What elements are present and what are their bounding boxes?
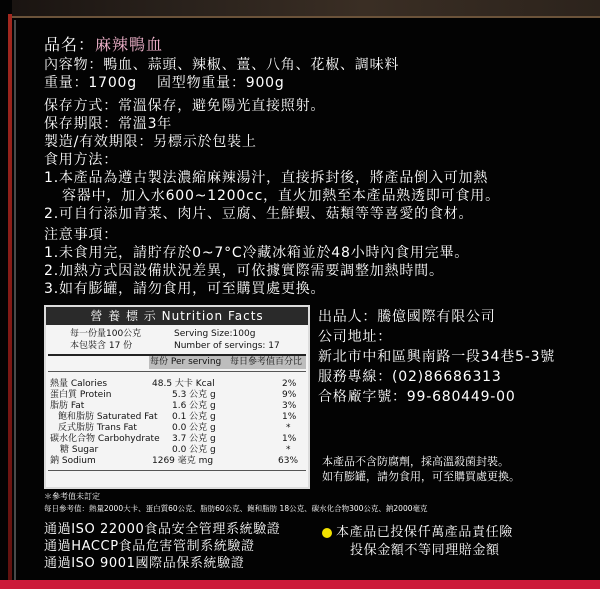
servings-en: Number of servings: 17 [174, 341, 280, 351]
nutrient-pct: 2% [282, 379, 297, 389]
nutrient-pct: 3% [282, 401, 297, 411]
nutrient-value: 1.6 公克 g [172, 401, 216, 411]
nutrition-facts-table [44, 305, 310, 489]
cert-iso9001: 通過ISO 9001國際品保系統驗證 [44, 556, 245, 571]
table-divider [48, 371, 306, 372]
nutrient-value: 0.0 公克 g [172, 423, 216, 433]
nutrient-name: 脂肪 Fat [50, 401, 85, 411]
manufacture-date: 製造/有效期限：另標示於包裝上 [44, 134, 257, 150]
nutrient-value: 0.1 公克 g [172, 412, 216, 422]
nutrition-footnote: ＊參考值未訂定 [44, 492, 100, 501]
left-accent-line [14, 20, 16, 589]
nutrient-name: 飽和脂肪 Saturated Fat [58, 412, 158, 422]
nutrient-name: 反式脂肪 Trans Fat [58, 423, 137, 433]
nutrient-value: 3.7 公克 g [172, 434, 216, 444]
note-1: 1.未食用完，請貯存於0~7°C冷藏冰箱並於48小時內食用完畢。 [44, 245, 470, 261]
nutrient-pct: 63% [278, 456, 299, 466]
nutrient-name: 糖 Sugar [60, 445, 99, 455]
serving-size-en: Serving Size:100g [174, 329, 256, 339]
table-divider [48, 470, 306, 471]
left-accent-stripe [8, 14, 12, 589]
address-label: 公司地址： [318, 329, 392, 345]
nutrient-name: 熱量 Calories [50, 379, 108, 389]
preservative-note: 本產品不含防腐劑，採高溫殺菌封裝。 [322, 455, 509, 468]
nutrient-value: 48.5 大卡 Kcal [152, 379, 215, 389]
per-serving-header: 每份 Per serving [150, 357, 222, 367]
nutrient-pct: * [286, 445, 291, 455]
nutrient-value: 0.0 公克 g [172, 445, 216, 455]
product-name-label: 品名： [44, 35, 96, 54]
ingredients-text: 內容物：鴨血、蒜頭、辣椒、薑、八角、花椒、調味料 [44, 57, 400, 73]
insurance-line-1: 本產品已投保仟萬產品責任險 [336, 525, 513, 540]
factory-license: 合格廠字號：99-680449-00 [318, 389, 516, 405]
swell-note: 如有膨罐，請勿食用，可至購買處更換。 [322, 470, 520, 483]
usage-step-2: 2.可自行添加青菜、肉片、豆腐、生鮮蝦、菇類等等喜愛的食材。 [44, 206, 474, 222]
nutrient-pct: 1% [282, 412, 297, 422]
note-2: 2.加熱方式因設備狀況差異，可依據實際需要調整加熱時間。 [44, 263, 444, 279]
notes-heading: 注意事項： [44, 227, 118, 243]
serving-size-zh: 每一份量100公克 [70, 329, 142, 339]
cert-iso22000: 通過ISO 22000食品安全管理系統驗證 [44, 522, 281, 537]
product-name [44, 32, 163, 55]
insurance-line-2: 投保金額不等同理賠金額 [350, 543, 500, 558]
address-value: 新北市中和區興南路一段34巷5-3號 [318, 349, 556, 365]
top-decorative-bar [12, 0, 600, 18]
nutrient-pct: 1% [282, 434, 297, 444]
service-hotline: 服務專線：(02)86686313 [318, 369, 502, 385]
servings-zh: 本包裝含 17 份 [70, 341, 133, 351]
nutrient-name: 碳水化合物 Carbohydrate [50, 434, 160, 444]
nutrient-name: 鈉 Sodium [50, 456, 96, 466]
bottom-accent-bar [0, 580, 600, 589]
nutrient-name: 蛋白質 Protein [50, 390, 112, 400]
nutrient-pct: 9% [282, 390, 297, 400]
daily-reference-note: 每日參考值：熱量2000大卡、蛋白質60公克、脂肪60公克、飽和脂肪 18公克、碳水化合物300公克、鈉2000毫克 [44, 504, 428, 513]
usage-heading: 食用方法： [44, 152, 118, 168]
nutrient-pct: * [286, 423, 291, 433]
yellow-bullet-icon [322, 528, 332, 538]
storage-method: 保存方式：常溫保存，避免陽光直接照射。 [44, 98, 326, 114]
nutrition-title: 營 養 標 示 Nutrition Facts [46, 307, 308, 325]
company-name: 出品人：騰億國際有限公司 [318, 309, 496, 325]
product-name-value: 麻辣鴨血 [95, 35, 164, 54]
weight-text: 重量：1700g 固型物重量：900g [44, 75, 285, 91]
storage-period: 保存期限：常溫3年 [44, 116, 173, 132]
daily-value-header: 每日參考值百分比 [230, 357, 303, 367]
note-3: 3.如有膨罐，請勿食用，可至購買處更換。 [44, 281, 326, 297]
usage-step-1b: 容器中，加入水600~1200cc，直火加熱至本產品熟透即可食用。 [62, 188, 500, 204]
usage-step-1a: 1.本產品為遵古製法濃縮麻辣湯汁，直接拆封後，將產品倒入可加熱 [44, 170, 489, 186]
nutrient-value: 5.3 公克 g [172, 390, 216, 400]
nutrient-value: 1269 毫克 mg [152, 456, 214, 466]
cert-haccp: 通過HACCP食品危害管制系統驗證 [44, 539, 255, 554]
